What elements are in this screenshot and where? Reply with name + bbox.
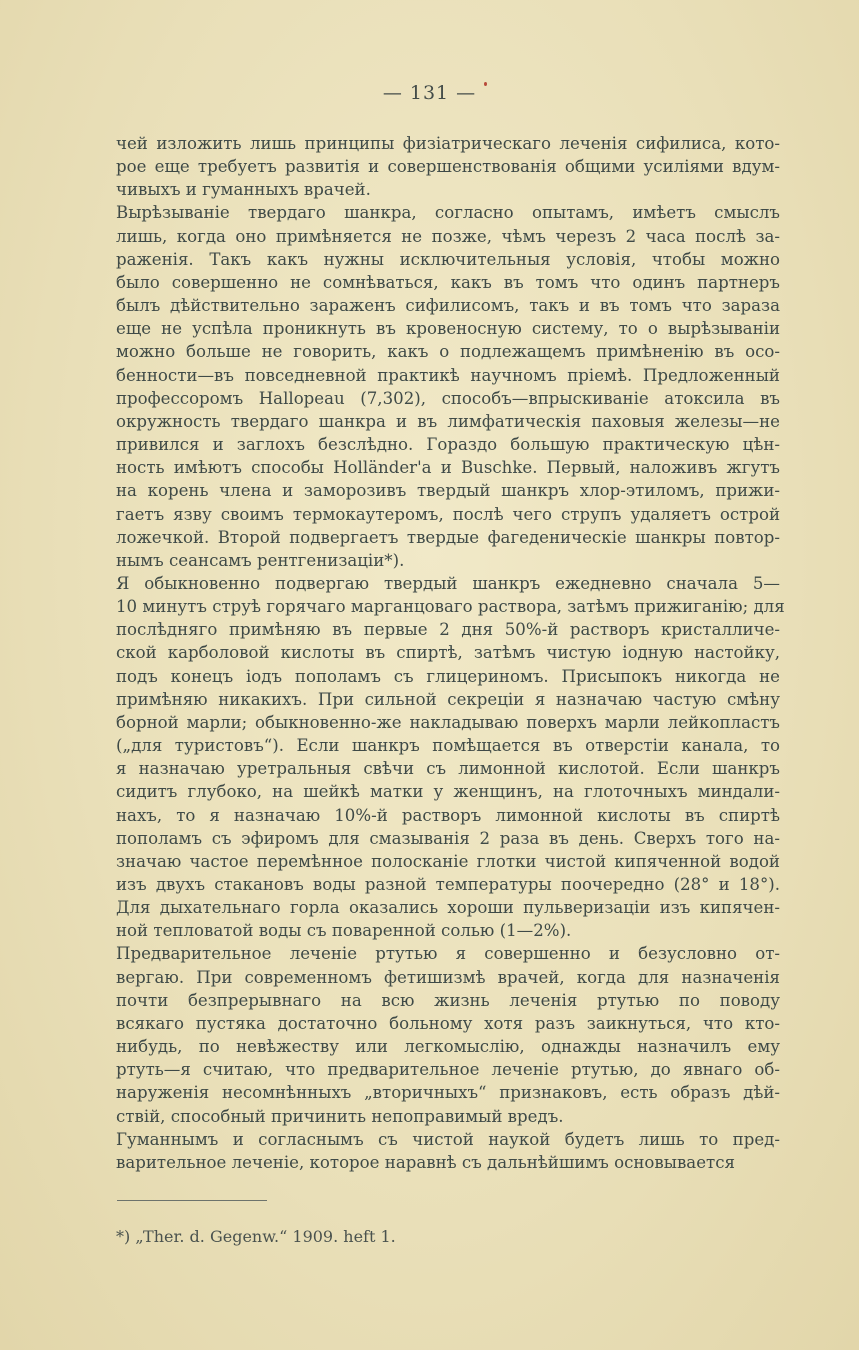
text-line: бенности—въ повседневной практикѣ научномъ пріемѣ. Предложенный	[116, 365, 780, 385]
text-line: профессоромъ Hallopeau (7,302), способъ—впрыскиваніе атоксила въ	[116, 388, 780, 408]
text-line: на корень члена и заморозивъ твердый шанкръ хлор-этиломъ, прижи-	[116, 481, 780, 501]
text-line: варительное леченіе, которое наравнѣ съ дальнѣйшимъ основывается	[116, 1152, 735, 1172]
text-line: Я обыкновенно подвергаю твердый шанкръ ежедневно сначала 5—	[116, 573, 780, 593]
text-line: ствій, способный причинить непоправимый вредъ.	[116, 1106, 564, 1126]
text-line: Гуманнымъ и согласнымъ съ чистой наукой будетъ лишь то пред-	[116, 1129, 780, 1149]
text-line: чивыхъ и гуманныхъ врачей.	[116, 180, 371, 200]
text-line: Для дыхательнаго горла оказались хороши пульверизаціи изъ кипячен-	[116, 898, 780, 918]
text-line: нахъ, то я назначаю 10%-й растворъ лимонной кислоты въ спиртѣ	[116, 805, 780, 825]
page-number: — 131 —	[382, 82, 477, 104]
text-line: значаю частое перемѣнное полосканіе глотки чистой кипяченной водой	[116, 851, 780, 871]
text-line: Предварительное леченіе ртутью я совершенно и безусловно от-	[116, 944, 780, 964]
text-line: послѣдняго примѣняю въ первые 2 дня 50%-й растворъ кристалличе-	[116, 620, 780, 640]
text-line: борной марли; обыкновенно-же накладываю поверхъ марли лейкопластъ	[116, 712, 780, 732]
text-line: ложечкой. Второй подвергаетъ твердые фагеденическіе шанкры повтор-	[116, 527, 780, 547]
text-line: нибудь, по невѣжеству или легкомыслію, однажды назначилъ ему	[116, 1037, 780, 1057]
text-line: гаетъ язву своимъ термокаутеромъ, послѣ чего струпъ удаляетъ острой	[116, 504, 780, 524]
text-line: („для туристовъ“). Если шанкръ помѣщается въ отверстіи канала, то	[116, 736, 780, 756]
body-text	[116, 132, 785, 1174]
text-line: пополамъ съ эфиромъ для смазыванія 2 раза въ день. Сверхъ того на-	[116, 828, 780, 848]
text-line: рое еще требуетъ развитія и совершенствованія общими усиліями вдум-	[116, 157, 780, 177]
text-line: еще не успѣла проникнуть въ кровеносную систему, то о вырѣзываніи	[116, 319, 780, 339]
paragraph	[116, 572, 785, 943]
paragraph	[116, 1128, 780, 1174]
text-line: лишь, когда оно примѣняется не позже, чѣмъ черезъ 2 часа послѣ за-	[116, 226, 780, 246]
paragraph	[116, 132, 780, 201]
text-line: почти безпрерывнаго на всю жизнь леченія ртутью по поводу	[116, 990, 780, 1010]
text-line: вергаю. При современномъ фетишизмѣ врачей, когда для назначенія	[116, 967, 780, 987]
footnote: *) „Ther. d. Gegenw.“ 1909. heft 1.	[116, 1227, 396, 1246]
text-line: всякаго пустяка достаточно больному хотя разъ заикнуться, что кто-	[116, 1013, 780, 1033]
text-line: можно больше не говорить, какъ о подлежащемъ примѣненію въ осо-	[116, 342, 780, 362]
text-line: привился и заглохъ безслѣдно. Гораздо большую практическую цѣн-	[116, 435, 780, 455]
text-line: окружность твердаго шанкра и въ лимфатическія паховыя железы—не	[116, 411, 780, 431]
text-line: наруженія несомнѣнныхъ „вторичныхъ“ признаковъ, есть образъ дѣй-	[116, 1083, 780, 1103]
paragraph	[116, 942, 780, 1127]
text-line: раженія. Такъ какъ нужны исключительныя условія, чтобы можно	[116, 249, 780, 269]
text-line: ской карболовой кислоты въ спиртѣ, затѣмъ чистую іодную настойку,	[116, 643, 780, 663]
text-line: подъ конецъ іодъ пополамъ съ глицериномъ. Присыпокъ никогда не	[116, 666, 780, 686]
text-line: сидитъ глубоко, на шейкѣ матки у женщинъ, на глоточныхъ миндали-	[116, 782, 780, 802]
text-line: былъ дѣйствительно зараженъ сифилисомъ, такъ и въ томъ что зараза	[116, 296, 780, 316]
paragraph	[116, 201, 780, 572]
text-line: ной тепловатой воды съ поваренной солью (1—2%).	[116, 921, 572, 941]
ink-speck	[484, 82, 487, 86]
text-line: примѣняю никакихъ. При сильной секреціи я назначаю частую смѣну	[116, 689, 780, 709]
text-line: ртуть—я считаю, что предварительное леченіе ртутью, до явнаго об-	[116, 1060, 780, 1080]
text-line: изъ двухъ стакановъ воды разной температуры поочередно (28° и 18°).	[116, 875, 780, 894]
text-line: нымъ сеансамъ рентгенизаціи*).	[116, 550, 405, 570]
text-line: ность имѣютъ способы Holländer'а и Buschke. Первый, наложивъ жгутъ	[116, 458, 780, 478]
text-line: я назначаю уретральныя свѣчи съ лимонной кислотой. Если шанкръ	[116, 759, 780, 779]
text-line: чей изложить лишь принципы физіатрическаго леченія сифилиса, кото-	[116, 134, 780, 153]
text-line: Вырѣзываніе твердаго шанкра, согласно опытамъ, имѣетъ смыслъ	[116, 203, 780, 223]
text-line: 10 минутъ струѣ горячаго марганцоваго раствора, затѣмъ прижиганію; для	[116, 597, 785, 617]
text-line: было совершенно не сомнѣваться, какъ въ томъ что одинъ партнеръ	[116, 272, 780, 292]
footnote-rule	[117, 1200, 267, 1201]
